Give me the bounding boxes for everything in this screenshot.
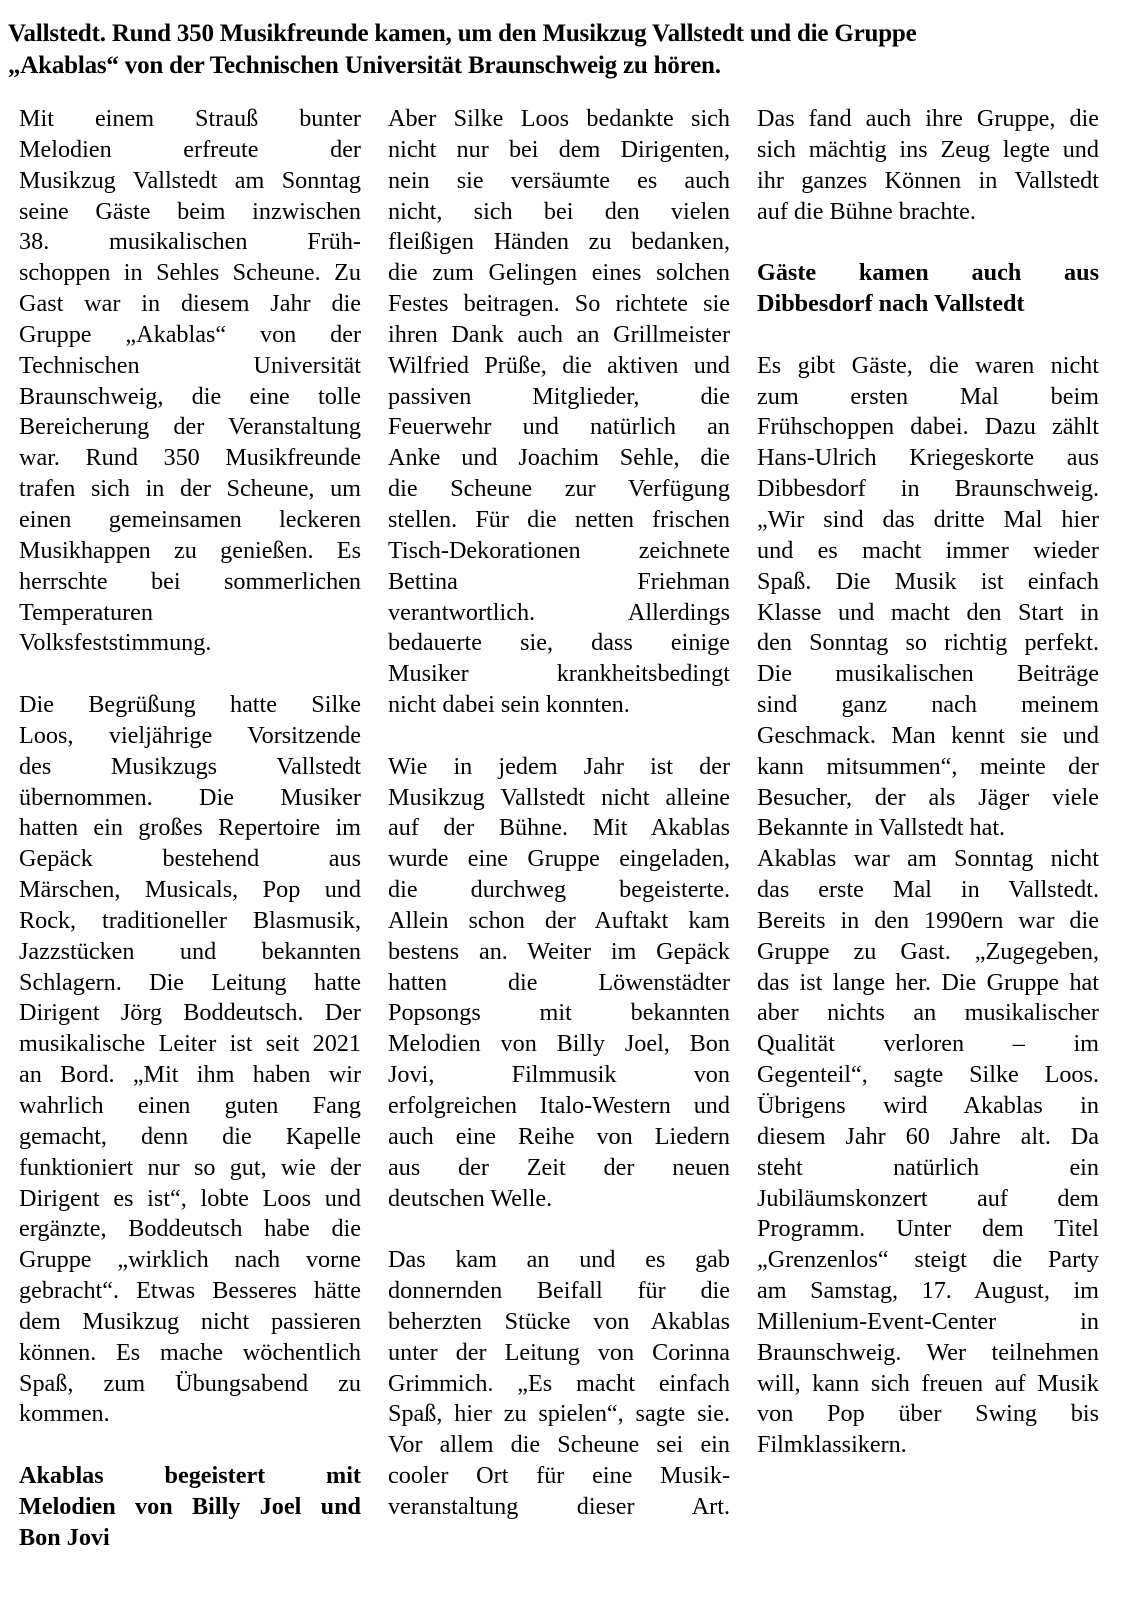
text-line: am Samstag, 17. August, im bbox=[757, 1277, 1099, 1305]
text-line: funktioniert nur so gut, wie der bbox=[19, 1153, 361, 1181]
text-line: will, kann sich freuen auf Musik bbox=[757, 1369, 1099, 1397]
text-line: Gruppe „wirklich nach vorne bbox=[19, 1246, 361, 1274]
text-line: nicht nur bei dem Dirigenten, bbox=[388, 135, 730, 163]
text-line: wahrlich einen guten Fang bbox=[19, 1092, 361, 1119]
article-paragraph bbox=[388, 752, 730, 1215]
text-line: „Grenzenlos“ steigt die Party bbox=[757, 1246, 1099, 1274]
text-line: bestens an. Weiter im Gepäck bbox=[388, 937, 730, 965]
text-line: das ist lange her. Die Gruppe hat bbox=[757, 968, 1099, 996]
article-column-3 bbox=[757, 104, 1099, 1492]
lead-paragraph bbox=[8, 18, 1128, 82]
text-line: Bettina Friehman bbox=[388, 567, 730, 595]
text-line: zum ersten Mal beim bbox=[757, 382, 1099, 410]
text-line: einen gemeinsamen leckeren bbox=[19, 505, 361, 533]
text-line: 38. musikalischen Früh- bbox=[19, 228, 361, 256]
text-line: dem Musikzug nicht passieren bbox=[19, 1307, 361, 1335]
text-line: Aber Silke Loos bedankte sich bbox=[388, 105, 730, 132]
text-line: Jovi, Filmmusik von bbox=[388, 1061, 730, 1089]
article-column-1 bbox=[19, 104, 361, 1585]
text-line: Jazzstücken und bekannten bbox=[19, 937, 361, 965]
article-paragraph bbox=[388, 104, 730, 721]
text-line: aus der Zeit der neuen bbox=[388, 1153, 730, 1181]
text-line: Geschmack. Man kennt sie und bbox=[757, 721, 1099, 749]
article-paragraph bbox=[19, 104, 361, 659]
lead-line: „Akablas“ von der Technischen Universität Braunschweig zu hören. bbox=[8, 52, 721, 79]
heading-line: Akablas begeistert mit bbox=[19, 1462, 361, 1490]
heading-line: Gäste kamen auch aus bbox=[757, 259, 1099, 287]
text-line: übernommen. Die Musiker bbox=[19, 783, 361, 811]
text-line: herrschte bei sommerlichen bbox=[19, 567, 361, 595]
text-line: gemacht, denn die Kapelle bbox=[19, 1122, 361, 1150]
text-line: auf der Bühne. Mit Akablas bbox=[388, 814, 730, 842]
heading-line: Dibbesdorf nach Vallstedt bbox=[757, 290, 1025, 318]
text-line: Allein schon der Auftakt kam bbox=[388, 906, 730, 934]
lead-line: Vallstedt. Rund 350 Musikfreunde kamen, um den Musikzug Vallstedt und die Gruppe bbox=[8, 20, 917, 47]
text-line: steht natürlich ein bbox=[757, 1153, 1099, 1181]
text-line: bedauerte sie, dass einige bbox=[388, 629, 730, 657]
text-line: Filmklassikern. bbox=[757, 1431, 907, 1459]
text-line: Temperaturen bbox=[19, 598, 153, 626]
text-line: „Wir sind das dritte Mal hier bbox=[757, 505, 1099, 533]
article-paragraph bbox=[757, 844, 1099, 1461]
text-line: beherzten Stücke von Akablas bbox=[388, 1307, 730, 1335]
text-line: aber nichts an musikalischer bbox=[757, 999, 1099, 1027]
text-line: stellen. Für die netten frischen bbox=[388, 505, 730, 533]
text-line: Vor allem die Scheune sei ein bbox=[388, 1431, 730, 1459]
text-line: Bereicherung der Veranstaltung bbox=[19, 413, 361, 441]
text-line: Akablas war am Sonntag nicht bbox=[757, 845, 1099, 873]
text-line: Hans-Ulrich Kriegeskorte aus bbox=[757, 444, 1099, 472]
text-line: veranstaltung dieser Art. bbox=[388, 1492, 730, 1520]
text-line: Melodien erfreute der bbox=[19, 135, 361, 163]
text-line: sich mächtig ins Zeug legte und bbox=[757, 135, 1099, 163]
text-line: nicht, sich bei den vielen bbox=[388, 197, 730, 225]
text-line: Das kam an und es gab bbox=[388, 1246, 730, 1274]
text-line: wurde eine Gruppe eingeladen, bbox=[388, 845, 730, 873]
text-line: das erste Mal in Vallstedt. bbox=[757, 876, 1099, 904]
text-line: ihren Dank auch an Grillmeister bbox=[388, 320, 730, 348]
text-line: Musikzug Vallstedt nicht alleine bbox=[388, 783, 730, 811]
text-line: Besucher, der als Jäger viele bbox=[757, 783, 1099, 811]
text-line: Spaß, hier zu spielen“, sagte sie. bbox=[388, 1400, 730, 1428]
text-line: nein sie versäumte es auch bbox=[388, 166, 730, 194]
text-line: Tisch-Dekorationen zeichnete bbox=[388, 536, 730, 564]
text-line: Märschen, Musicals, Pop und bbox=[19, 876, 361, 904]
text-line: gebracht“. Etwas Besseres hätte bbox=[19, 1277, 361, 1305]
text-line: Es gibt Gäste, die waren nicht bbox=[757, 351, 1099, 379]
text-line: Gegenteil“, sagte Silke Loos. bbox=[757, 1061, 1099, 1089]
text-line: Dirigent es ist“, lobte Loos und bbox=[19, 1184, 361, 1212]
text-line: Bekannte in Vallstedt hat. bbox=[757, 814, 1006, 842]
text-line: Wilfried Prüße, die aktiven und bbox=[388, 351, 730, 379]
text-line: Technischen Universität bbox=[19, 351, 361, 379]
text-line: Musikhappen zu genießen. Es bbox=[19, 536, 361, 564]
text-line: diesem Jahr 60 Jahre alt. Da bbox=[757, 1122, 1099, 1150]
text-line: die durchweg begeisterte. bbox=[388, 876, 730, 904]
text-line: Schlagern. Die Leitung hatte bbox=[19, 968, 361, 996]
text-line: seine Gäste beim inzwischen bbox=[19, 197, 361, 225]
text-line: auch eine Reihe von Liedern bbox=[388, 1122, 730, 1150]
section-heading bbox=[19, 1461, 361, 1554]
text-line: Dirigent Jörg Boddeutsch. Der bbox=[19, 999, 361, 1027]
text-line: verantwortlich. Allerdings bbox=[388, 598, 730, 626]
text-line: donnernden Beifall für die bbox=[388, 1277, 730, 1305]
article-column-2 bbox=[388, 104, 730, 1554]
text-line: cooler Ort für eine Musik- bbox=[388, 1462, 730, 1490]
text-line: Melodien von Billy Joel, Bon bbox=[388, 1030, 730, 1058]
article-paragraph bbox=[19, 690, 361, 1430]
text-line: war. Rund 350 Musikfreunde bbox=[19, 444, 361, 472]
text-line: Programm. Unter dem Titel bbox=[757, 1215, 1099, 1243]
text-line: Musiker krankheitsbedingt bbox=[388, 660, 730, 688]
text-line: kommen. bbox=[19, 1400, 110, 1428]
text-line: Popsongs mit bekannten bbox=[388, 999, 730, 1027]
text-line: Volksfeststimmung. bbox=[19, 629, 212, 657]
text-line: Gast war in diesem Jahr die bbox=[19, 290, 361, 318]
text-line: erfolgreichen Italo-Western und bbox=[388, 1092, 730, 1119]
heading-line: Bon Jovi bbox=[19, 1523, 110, 1551]
article-paragraph bbox=[757, 351, 1099, 845]
text-line: Bereits in den 1990ern war die bbox=[757, 906, 1099, 934]
text-line: trafen sich in der Scheune, um bbox=[19, 475, 361, 503]
text-line: Jubiläumskonzert auf dem bbox=[757, 1184, 1099, 1212]
text-line: des Musikzugs Vallstedt bbox=[19, 752, 361, 780]
text-line: Gruppe „Akablas“ von der bbox=[19, 320, 361, 348]
text-line: Spaß. Die Musik ist einfach bbox=[757, 567, 1099, 595]
text-line: den Sonntag so richtig perfekt. bbox=[757, 629, 1099, 657]
text-line: Braunschweig. Wer teilnehmen bbox=[757, 1338, 1099, 1366]
text-line: Feuerwehr und natürlich an bbox=[388, 413, 730, 441]
text-line: hatten ein großes Repertoire im bbox=[19, 814, 361, 842]
text-line: passiven Mitglieder, die bbox=[388, 382, 730, 410]
text-line: Die Begrüßung hatte Silke bbox=[19, 691, 361, 719]
text-line: Rock, traditioneller Blasmusik, bbox=[19, 906, 361, 934]
text-line: musikalische Leiter ist seit 2021 bbox=[19, 1030, 361, 1058]
text-line: schoppen in Sehles Scheune. Zu bbox=[19, 259, 361, 287]
text-line: Die musikalischen Beiträge bbox=[757, 660, 1099, 688]
text-line: Festes beitragen. So richtete sie bbox=[388, 290, 730, 318]
text-line: die zum Gelingen eines solchen bbox=[388, 259, 730, 287]
section-heading bbox=[757, 258, 1099, 320]
text-line: Klasse und macht den Start in bbox=[757, 598, 1099, 626]
heading-line: Melodien von Billy Joel und bbox=[19, 1492, 361, 1520]
text-line: Musikzug Vallstedt am Sonntag bbox=[19, 166, 361, 194]
text-line: Dibbesdorf in Braunschweig. bbox=[757, 475, 1099, 503]
text-line: von Pop über Swing bis bbox=[757, 1400, 1099, 1428]
text-line: Braunschweig, die eine tolle bbox=[19, 382, 361, 410]
text-line: können. Es mache wöchentlich bbox=[19, 1338, 361, 1366]
text-line: nicht dabei sein konnten. bbox=[388, 691, 630, 719]
text-line: unter der Leitung von Corinna bbox=[388, 1338, 730, 1366]
text-line: und es macht immer wieder bbox=[757, 536, 1099, 564]
text-line: Gepäck bestehend aus bbox=[19, 845, 361, 873]
article-paragraph bbox=[757, 104, 1099, 227]
text-line: kann mitsummen“, meinte der bbox=[757, 752, 1099, 780]
article-paragraph bbox=[388, 1245, 730, 1523]
text-line: Wie in jedem Jahr ist der bbox=[388, 752, 730, 780]
text-line: Anke und Joachim Sehle, die bbox=[388, 444, 730, 472]
text-line: Frühschoppen dabei. Dazu zählt bbox=[757, 413, 1099, 441]
text-line: Übrigens wird Akablas in bbox=[757, 1092, 1099, 1119]
text-line: Gruppe zu Gast. „Zugegeben, bbox=[757, 937, 1099, 965]
text-line: Qualität verloren – im bbox=[757, 1030, 1099, 1058]
text-line: fleißigen Händen zu bedanken, bbox=[388, 228, 730, 256]
text-line: deutschen Welle. bbox=[388, 1184, 553, 1212]
text-line: ihr ganzes Können in Vallstedt bbox=[757, 166, 1099, 194]
text-line: Spaß, zum Übungsabend zu bbox=[19, 1369, 361, 1397]
text-line: Grimmich. „Es macht einfach bbox=[388, 1369, 730, 1397]
text-line: Loos, vieljährige Vorsitzende bbox=[19, 721, 361, 749]
text-line: an Bord. „Mit ihm haben wir bbox=[19, 1061, 361, 1089]
text-line: hatten die Löwenstädter bbox=[388, 968, 730, 996]
text-line: Mit einem Strauß bunter bbox=[19, 105, 361, 132]
text-line: Das fand auch ihre Gruppe, die bbox=[757, 105, 1099, 132]
text-line: die Scheune zur Verfügung bbox=[388, 475, 730, 503]
text-line: ergänzte, Boddeutsch habe die bbox=[19, 1215, 361, 1243]
text-line: auf die Bühne brachte. bbox=[757, 197, 976, 225]
text-line: Millenium-Event-Center in bbox=[757, 1307, 1099, 1335]
text-line: sind ganz nach meinem bbox=[757, 691, 1099, 719]
